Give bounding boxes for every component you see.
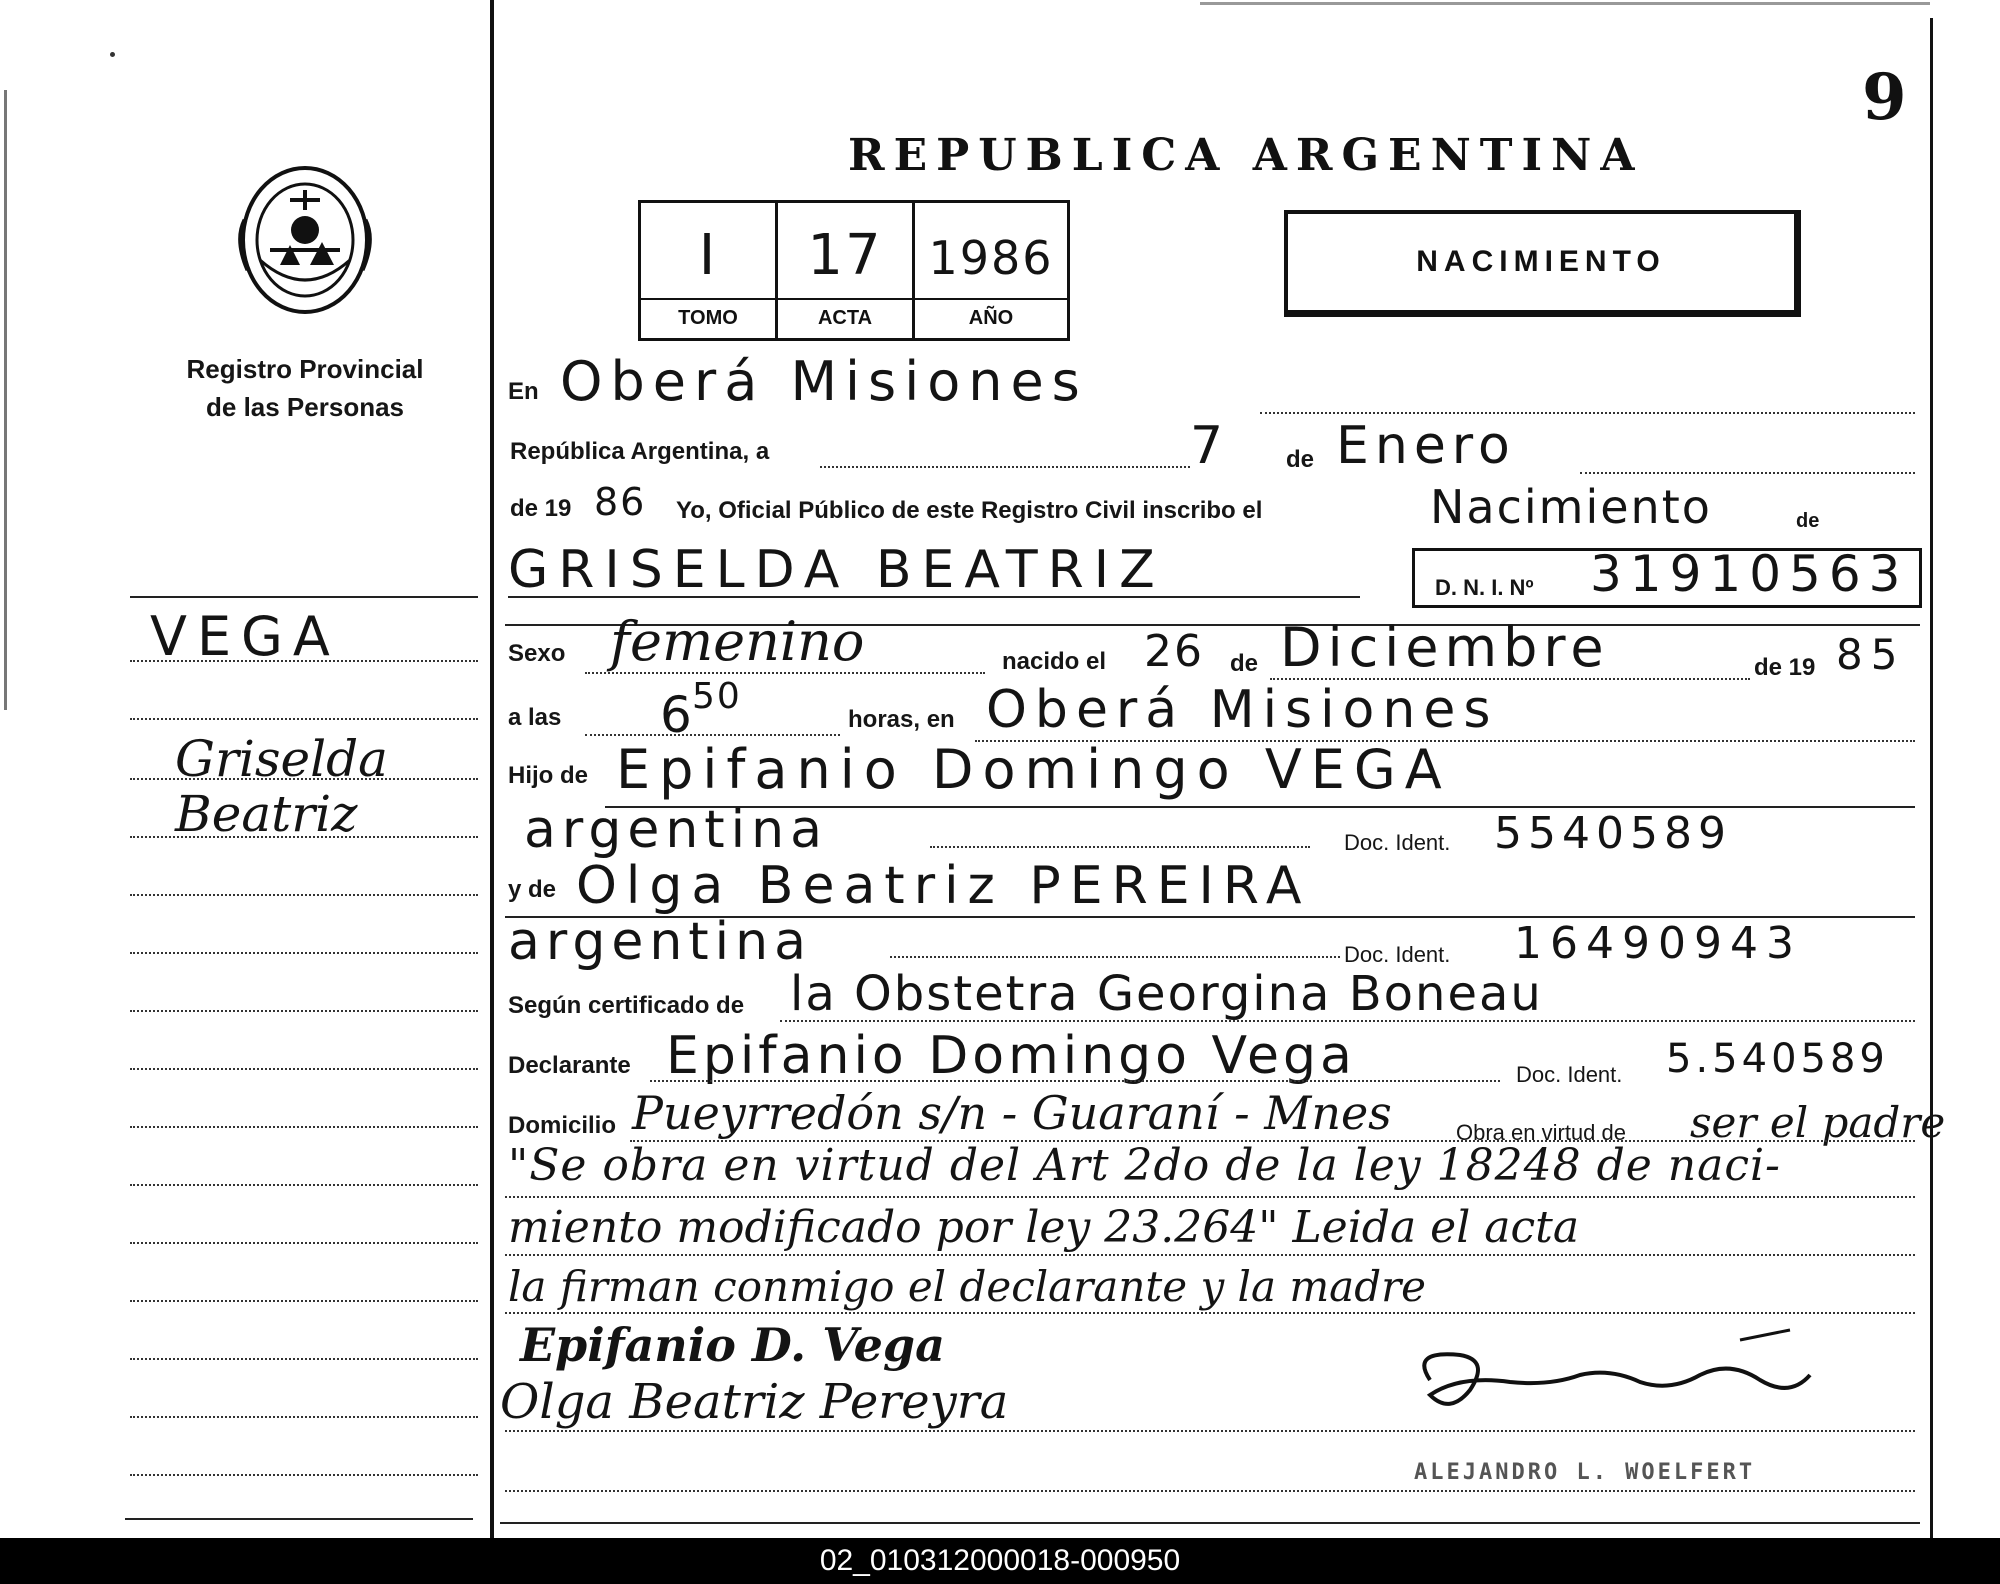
margin-given-1: Griselda: [175, 730, 388, 788]
birth-year-suffix: 85: [1836, 630, 1906, 679]
name-underline: [508, 596, 1360, 598]
birth-month: Diciembre: [1280, 616, 1610, 679]
dni-box: [1412, 545, 1922, 608]
birth-place: Oberá Misiones: [986, 680, 1499, 740]
registry-line-1: Registro Provincial: [186, 354, 424, 384]
tomo-value: I: [698, 223, 718, 288]
birth-hour: 6: [660, 686, 694, 744]
label-doc-1: Doc. Ident.: [1344, 830, 1451, 855]
label-doc-3: Doc. Ident.: [1516, 1062, 1623, 1087]
country-heading: REPUBLICA ARGENTINA: [848, 130, 1644, 181]
label-declarante: Declarante: [508, 1052, 631, 1079]
margin-line: [130, 1416, 478, 1418]
field-line: [780, 1020, 1915, 1022]
tomo-label: TOMO: [678, 307, 738, 329]
margin-top-rule: [130, 596, 478, 598]
birth-day: 26: [1144, 626, 1204, 677]
label-hijo-de: Hijo de: [508, 762, 589, 789]
label-doc-2: Doc. Ident.: [1344, 942, 1451, 967]
margin-surname: VEGA: [150, 605, 340, 668]
margin-line: [130, 1126, 478, 1128]
label-segun: Según certificado de: [508, 992, 745, 1019]
mother-signature: Olga Beatriz Pereyra: [500, 1374, 1009, 1430]
acta-cell: [778, 203, 915, 338]
mother-name: Olga Beatriz PEREIRA: [576, 856, 1311, 916]
label-republica: República Argentina, a: [510, 438, 770, 465]
registration-day: 7: [1190, 416, 1226, 476]
anio-label: AÑO: [968, 307, 1014, 329]
margin-bottom-rule: [125, 1518, 473, 1520]
margin-line: [130, 1242, 478, 1244]
official-signature: [1400, 1320, 1820, 1440]
margin-line: [130, 894, 478, 896]
scan-edge-mark: [4, 90, 7, 710]
column-divider: [490, 0, 494, 1538]
margin-given-2: Beatriz: [175, 785, 358, 843]
margin-line: [130, 1068, 478, 1070]
right-border: [1930, 18, 1933, 1538]
registration-month: Enero: [1336, 416, 1516, 476]
scan-dot: [110, 52, 115, 57]
record-number-table: [638, 200, 1070, 341]
note-line-1: "Se obra en virtud del Art 2do de la ley 18248 de naci-: [508, 1140, 1781, 1191]
field-line: [505, 1430, 1915, 1432]
label-en: En: [508, 378, 539, 405]
provincial-seal: [230, 160, 380, 320]
note-line-3: la firman conmigo el declarante y la madre: [508, 1262, 1427, 1311]
field-line: [890, 956, 1340, 958]
dni-label: D. N. I. Nº: [1435, 575, 1534, 600]
label-oficial: Yo, Oficial Público de este Registro Civil inscribo el: [676, 497, 1263, 524]
declarante-doc: 5.540589: [1666, 1036, 1889, 1082]
place-of-registration: Oberá Misiones: [560, 350, 1088, 413]
margin-line: [130, 1010, 478, 1012]
label-domicilio: Domicilio: [508, 1112, 617, 1139]
father-signature: Epifanio D. Vega: [520, 1318, 945, 1372]
field-line: [585, 734, 840, 736]
act-type-box: [1284, 210, 1801, 317]
label-obra: Obra en virtud de: [1456, 1120, 1626, 1145]
anio-value: 1986: [928, 231, 1054, 285]
label-de-19-2: de 19: [1754, 654, 1816, 681]
father-doc: 5540589: [1494, 808, 1732, 859]
anio-cell: [915, 203, 1070, 338]
act-written: Nacimiento: [1430, 480, 1712, 534]
label-de-3: de: [1230, 650, 1259, 677]
field-line: [505, 1490, 1915, 1492]
sexo-value: femenino: [610, 610, 865, 673]
birth-minutes: 50: [692, 676, 742, 717]
obra-value: ser el padre: [1690, 1098, 1946, 1147]
field-line: [1260, 412, 1915, 414]
label-de: de: [1286, 446, 1315, 473]
declarante-name: Epifanio Domingo Vega: [666, 1026, 1356, 1086]
label-horas: horas, en: [848, 706, 955, 733]
label-de-19: de 19: [510, 495, 572, 522]
label-y-de: y de: [508, 876, 557, 903]
acta-label: ACTA: [817, 307, 873, 329]
top-border: [1200, 2, 1930, 5]
margin-line: [130, 1300, 478, 1302]
margin-line: [130, 1184, 478, 1186]
registry-name: [140, 350, 470, 426]
field-line: [505, 1312, 1915, 1314]
field-line: [1580, 472, 1915, 474]
field-line: [585, 672, 985, 674]
person-full-name: GRISELDA BEATRIZ: [508, 540, 1165, 600]
tomo-cell: [641, 203, 778, 338]
father-nationality: argentina: [524, 800, 828, 860]
document-id-footer: 02_010312000018-000950: [0, 1538, 2000, 1584]
mother-nationality: argentina: [508, 912, 812, 972]
margin-line: [130, 660, 478, 662]
acta-value: 17: [807, 223, 883, 288]
registration-year-suffix: 86: [594, 480, 647, 524]
label-a-las: a las: [508, 704, 562, 731]
field-line: [505, 1196, 1915, 1198]
act-type-label: NACIMIENTO: [1416, 245, 1666, 278]
father-name: Epifanio Domingo VEGA: [616, 738, 1451, 801]
label-sexo: Sexo: [508, 640, 566, 667]
official-name-stamp: ALEJANDRO L. WOELFERT: [1414, 1460, 1756, 1485]
label-de-2: de: [1796, 510, 1820, 532]
field-line: [505, 1254, 1915, 1256]
domicilio-value: Pueyrredón s/n - Guaraní - Mnes: [632, 1086, 1392, 1140]
margin-line: [130, 718, 478, 720]
margin-line: [130, 1358, 478, 1360]
margin-line: [130, 1474, 478, 1476]
note-line-2: miento modificado por ley 23.264" Leida el acta: [508, 1202, 1580, 1253]
page-number: 9: [1862, 60, 1907, 135]
label-nacido: nacido el: [1002, 648, 1107, 675]
certifier: la Obstetra Georgina Boneau: [790, 966, 1543, 1022]
margin-line: [130, 952, 478, 954]
dni-number: 31910563: [1590, 545, 1909, 603]
margin-line: [130, 836, 478, 838]
mother-doc: 16490943: [1514, 918, 1802, 969]
field-line: [650, 1080, 1500, 1082]
bottom-rule: [500, 1522, 1920, 1524]
registry-line-2: de las Personas: [206, 392, 404, 422]
table-caption-rule: [641, 298, 1067, 300]
field-line: [930, 846, 1310, 848]
margin-line: [130, 778, 478, 780]
field-line: [820, 466, 1190, 468]
